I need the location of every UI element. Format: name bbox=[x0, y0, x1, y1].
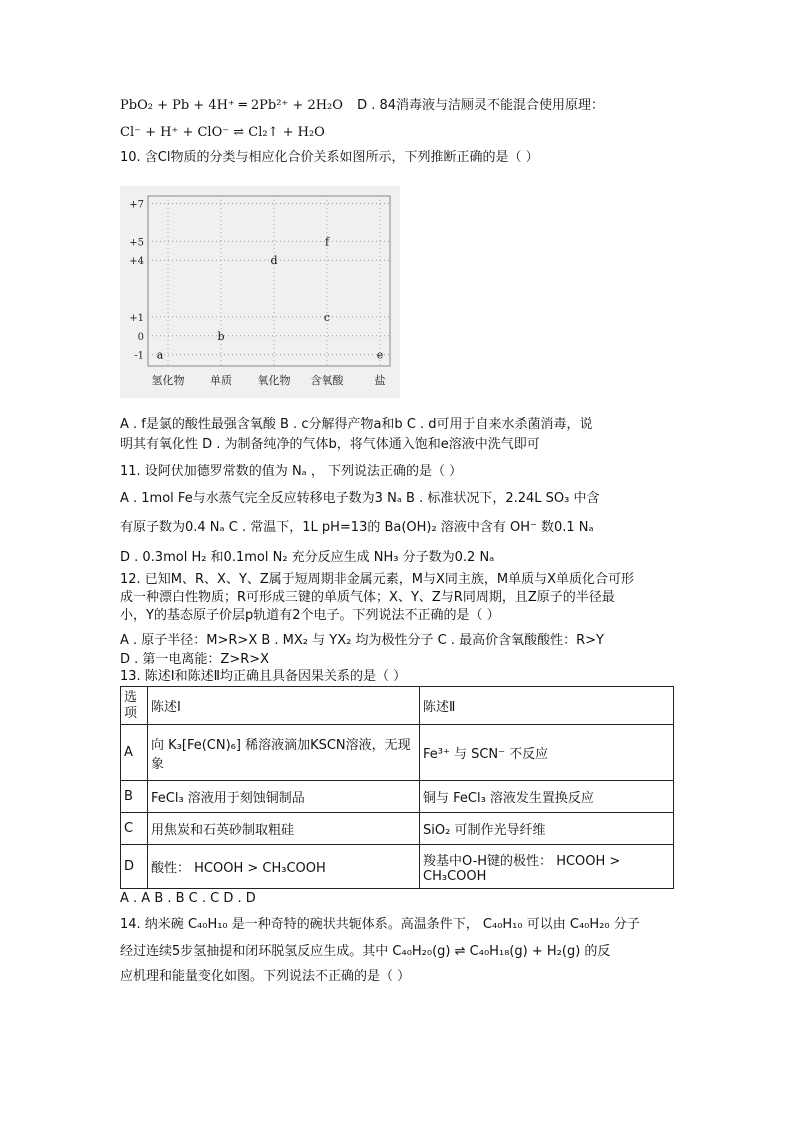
q12-line1: 12. 已知M、R、X、Y、Z属于短周期非金属元素，M与X同主族，M单质与X单质化合可形 bbox=[120, 572, 635, 587]
x-category-label: 氧化物 bbox=[257, 374, 291, 387]
q10-stem: 10. 含Cl物质的分类与相应化合价关系如图所示，下列推断正确的是（ ） bbox=[120, 150, 539, 165]
row-statement-2: 铜与 FeCl₃ 溶液发生置换反应 bbox=[420, 781, 674, 813]
chart-svg bbox=[120, 186, 400, 398]
header-statement-2: 陈述Ⅱ bbox=[420, 687, 674, 725]
x-category-label: 氢化物 bbox=[151, 374, 185, 387]
data-point-c: c bbox=[323, 310, 331, 324]
row-statement-2: Fe³⁺ 与 SCN⁻ 不反应 bbox=[420, 725, 674, 781]
x-category-label: 单质 bbox=[210, 374, 232, 387]
row-statement-1: FeCl₃ 溶液用于刻蚀铜制品 bbox=[148, 781, 420, 813]
table-row bbox=[121, 813, 674, 845]
header-option: 选项 bbox=[121, 687, 148, 725]
y-tick-label: 0 bbox=[137, 331, 144, 343]
row-option: C bbox=[121, 813, 148, 845]
q11-option-d: D . 0.3mol H₂ 和0.1mol N₂ 充分反应生成 NH₃ 分子数为0.2 Nₐ bbox=[120, 550, 495, 565]
row-option: B bbox=[121, 781, 148, 813]
q13-answers: A . A B . B C . C D . D bbox=[120, 891, 256, 906]
equation-cl: Cl⁻ + H⁺ + ClO⁻ ⇌ Cl₂↑ + H₂O bbox=[120, 125, 325, 140]
row-statement-1: 向 K₃[Fe(CN)₆] 稀溶液滴加KSCN溶液，无现象 bbox=[148, 725, 420, 781]
y-tick-label: -1 bbox=[134, 350, 144, 362]
data-point-e: e bbox=[376, 348, 384, 362]
q13-stem: 13. 陈述Ⅰ和陈述Ⅱ均正确且具备因果关系的是（ ） bbox=[120, 669, 407, 684]
data-point-f: f bbox=[324, 235, 330, 249]
q12-line2: 成一种漂白性物质；R可形成三键的单质气体；X、Y、Z与R同周期，且Z原子的半径最 bbox=[120, 590, 615, 605]
q11-stem: 11. 设阿伏加德罗常数的值为 Nₐ ， 下列说法正确的是（ ） bbox=[120, 464, 463, 479]
row-statement-2: 羧基中O-H键的极性： HCOOH > CH₃COOH bbox=[420, 845, 674, 889]
row-statement-1: 酸性： HCOOH > CH₃COOH bbox=[148, 845, 420, 889]
table-row bbox=[121, 845, 674, 889]
q11-option-b-c: 有原子数为0.4 Nₐ C . 常温下，1L pH=13的 Ba(OH)₂ 溶液中含有 OH⁻ 数0.1 Nₐ bbox=[120, 520, 594, 535]
data-point-b: b bbox=[217, 329, 225, 343]
y-tick-label: +7 bbox=[129, 199, 144, 211]
row-statement-1: 用焦炭和石英砂制取粗硅 bbox=[148, 813, 420, 845]
data-point-a: a bbox=[156, 348, 164, 362]
y-tick-label: +5 bbox=[129, 237, 144, 249]
data-point-d: d bbox=[270, 254, 278, 268]
row-statement-2: SiO₂ 可制作光导纤维 bbox=[420, 813, 674, 845]
q14-line1: 14. 纳米碗 C₄₀H₁₀ 是一种奇特的碗状共轭体系。高温条件下， C₄₀H₁₀ 可以由 C₄₀H₂₀ 分子 bbox=[120, 917, 640, 932]
equation-pbo2: PbO₂ + Pb + 4H⁺ ═ 2Pb²⁺ + 2H₂O bbox=[120, 98, 343, 113]
header-statement-1: 陈述Ⅰ bbox=[148, 687, 420, 725]
q10-options-line2: 明其有氧化性 D . 为制备纯净的气体b，将气体通入饱和e溶液中洗气即可 bbox=[120, 437, 540, 452]
table-header-row bbox=[121, 687, 674, 725]
q12-line4: A . 原子半径：M>R>X B . MX₂ 与 YX₂ 均为极性分子 C . 最高价含氧酸酸性：R>Y bbox=[120, 633, 604, 648]
q14-line2: 经过连续5步氢抽提和闭环脱氢反应生成。其中 C₄₀H₂₀(g) ⇌ C₄₀H₁₈(g) + H₂(g) 的反 bbox=[120, 944, 611, 959]
q13-table bbox=[120, 686, 674, 889]
q14-line3: 应机理和能量变化如图。下列说法不正确的是（ ） bbox=[120, 969, 411, 984]
q12-line3: 小，Y的基态原子价层p轨道有2个电子。下列说法不正确的是（ ） bbox=[120, 608, 500, 623]
q12-line5: D . 第一电离能：Z>R>X bbox=[120, 652, 270, 667]
table-row bbox=[121, 781, 674, 813]
plot-frame bbox=[148, 196, 390, 366]
row-option: A bbox=[121, 725, 148, 781]
q10-options-line1: A . f是氯的酸性最强含氧酸 B . c分解得产物a和b C . d可用于自来水杀菌消毒，说 bbox=[120, 417, 593, 432]
x-category-label: 含氧酸 bbox=[310, 374, 344, 387]
option-d-text: D . 84消毒液与洁厕灵不能混合使用原理： bbox=[357, 98, 605, 113]
y-tick-label: +1 bbox=[129, 312, 144, 324]
y-tick-label: +4 bbox=[129, 256, 144, 268]
q11-option-a: A . 1mol Fe与水蒸气完全反应转移电子数为3 Nₐ B . 标准状况下，2.24L SO₃ 中含 bbox=[120, 491, 600, 506]
row-option: D bbox=[121, 845, 148, 889]
top-equation-line bbox=[120, 97, 604, 115]
table-row bbox=[121, 725, 674, 781]
cl-valence-chart bbox=[120, 186, 400, 398]
x-category-label: 盐 bbox=[374, 374, 386, 387]
